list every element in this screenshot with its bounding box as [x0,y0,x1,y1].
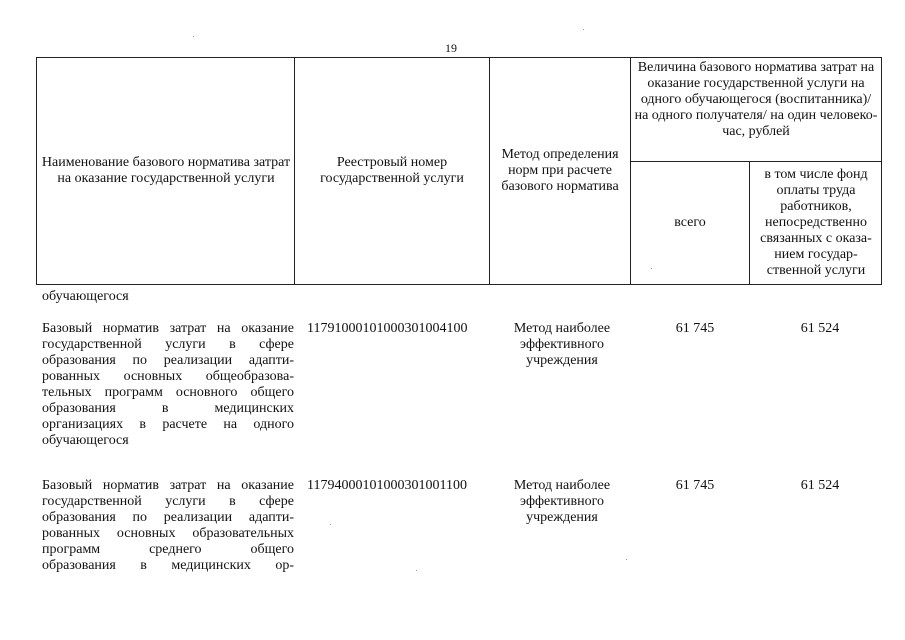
row-registry-number: 11794000101000301001100 [307,478,467,493]
continuation-text: обучающегося [42,289,129,304]
row-total: 61 745 [675,478,715,493]
col-divider-right [881,57,882,285]
row-name-line: организациях в расчете на одного [42,417,294,432]
header-name-col: Наименование базового норматива затрат на оказание государственной услуги [41,155,291,186]
row-fund: 61 524 [800,478,840,493]
scan-speck [330,524,331,525]
row-registry-number: 11791000101000301004100 [307,321,468,336]
row-name-line: обучающегося [42,433,129,448]
row-name-line: образования по реализации адапти- [42,353,294,368]
row-name-line: образования в медицинских ор- [42,558,294,573]
scan-speck [583,29,584,30]
scan-speck [193,36,194,37]
row-name-line: тельных программ основного общего [42,385,294,400]
page-number: 19 [445,41,457,55]
header-method-col: Метод определения норм при расчете базового норматива [501,147,619,194]
col-divider-2 [489,57,490,285]
col-divider-4 [749,161,750,285]
header-fund-col: в том числе фонд оплаты труда работников, непосредственно связанных с оказа-нием государ-ственной услуги [760,167,872,278]
header-bottom-border [36,284,882,285]
row-name-line: рованных основных общеобразова- [42,369,294,384]
row-name [42,321,294,449]
row-name-line: государственной услуги в сфере [42,337,294,352]
header-registry-col: Реестровый номер государственной услуги [320,155,464,186]
row-name-line: образования по реализации адапти- [42,510,294,525]
row-name-line: программ среднего общего [42,542,294,557]
header-total-col: всего [674,215,706,230]
row-name-line: Базовый норматив затрат на оказание [42,321,294,336]
col-divider-left [36,57,37,285]
row-name-line: государственной услуги в сфере [42,494,294,509]
row-name-line: образования в медицинских [42,401,294,416]
col-divider-3 [630,57,631,285]
scan-speck [626,559,627,560]
scan-speck [416,570,417,571]
row-name-line: рованных основных образовательных [42,526,294,541]
col-divider-1 [294,57,295,285]
row-method: Метод наиболее эффективного учреждения [513,478,611,525]
header-value-group: Величина базового норматива затрат на оказание государственной услуги на одного обучающегося (воспитанника)/ на одного получателя/ на один человеко-час, рублей [634,60,878,139]
row-name [42,478,294,574]
row-method: Метод наиболее эффективного учреждения [513,321,611,368]
scan-speck [651,268,652,269]
row-total: 61 745 [675,321,715,336]
row-name-line: Базовый норматив затрат на оказание [42,478,294,493]
row-fund: 61 524 [800,321,840,336]
